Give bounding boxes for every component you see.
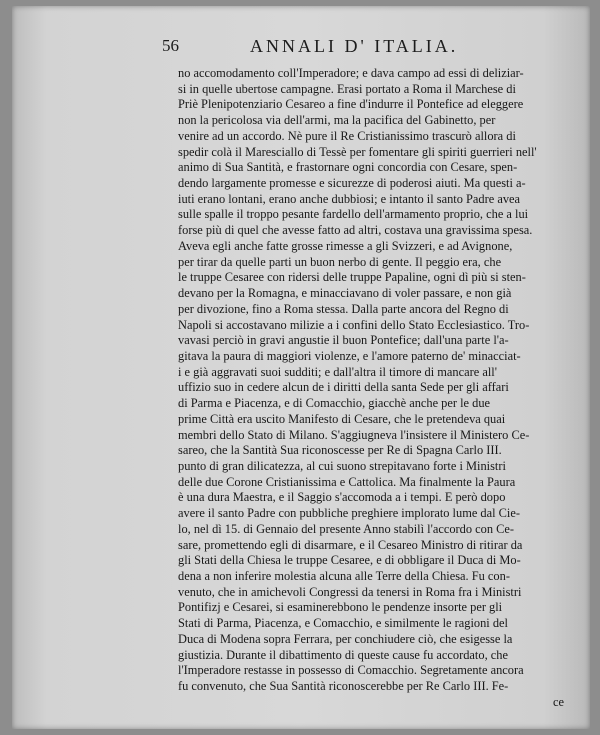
running-title: ANNALI D' ITALIA.	[250, 36, 459, 56]
text-line: Stati di Parma, Piacenza, e Comacchio, e similmente le ragioni del	[178, 616, 508, 631]
text-line: vavasi perciò in gravi angustie il buon Pontefice; dall'una parte l'a-	[178, 333, 509, 348]
text-line: di Parma e Piacenza, e di Comacchio, giacchè anche per le due	[178, 396, 491, 411]
text-line: no accomodamento coll'Imperadore; e dava campo ad essi di deliziar-	[178, 66, 524, 80]
catchword: ce	[553, 694, 564, 709]
text-line: sareo, che la Santità Sua riconoscesse per Re di Spagna Carlo III.	[178, 443, 502, 458]
text-line: è una dura Maestra, e il Saggio s'accomoda a i tempi. E però dopo	[178, 490, 506, 505]
text-line: gli Stati della Chiesa le truppe Cesaree, e di obbligare il Duca di Mo-	[178, 553, 521, 568]
text-line: Napoli si accostavano milizie a i confini dello Stato Ecclesiastico. Tro-	[178, 317, 530, 332]
text-line: dena a non inferire molestia alcuna alle Terre della Chiesa. Fu con-	[178, 569, 510, 583]
text-line: membri dello Stato di Milano. S'aggiugneva l'insistere il Ministero Ce-	[178, 427, 530, 442]
text-line: non la pericolosa via dell'armi, ma la pacifica del Gabinetto, per	[178, 113, 496, 128]
text-line: lo, nel dì 15. di Gennaio del presente Anno stabilì l'accordo con Ce-	[178, 521, 515, 536]
text-line: gitava la paura di maggiori violenze, e l'amore paterno de' minacciat-	[178, 348, 521, 363]
page-number: 56	[162, 36, 179, 55]
text-line: Priè Plenipotenziario Cesareo a fine d'indurre il Pontefice ad eleggere	[178, 97, 524, 112]
text-line: sulle spalle il troppo pesante fardello dell'armamento proprio, che a lui	[178, 207, 529, 222]
text-line: dendo largamente promesse e sicurezze di poderosi aiuti. Ma questi a-	[178, 176, 526, 191]
text-line: per divozione, fino a Roma stessa. Dalla parte ancora del Regno di	[178, 301, 509, 316]
text-line: prime Città era uscito Manifesto di Cesare, che le pretendeva quai	[178, 411, 506, 426]
page-header	[162, 36, 512, 60]
text-line: venuto, che in amichevoli Congressi da tenersi in Roma fra i Ministri	[178, 584, 522, 599]
text-line: i e già aggravati suoi sudditi; e dall'altra il timore di mancare all'	[178, 364, 497, 379]
text-line: le truppe Cesaree con ridersi delle truppe Papaline, ogni dì più si sten-	[178, 270, 526, 285]
text-line: per tirar da quelle parti un buon nerbo di gente. Il peggio era, che	[178, 254, 502, 269]
text-line: spedir colà il Maresciallo di Tessè per fomentare gli spiriti guerrieri nell'	[178, 144, 537, 159]
text-line: sare, promettendo egli di disarmare, e il Cesareo Ministro di ritirar da	[178, 537, 523, 552]
text-line: l'Imperadore restasse in possesso di Comacchio. Segretamente ancora	[178, 663, 524, 678]
text-line: giustizia. Durante il dibattimento di queste cause fu accordato, che	[178, 647, 508, 662]
text-line: forse più di quel che avesse fatto ad altri, costava una gravissima spesa.	[178, 223, 533, 238]
text-line: avere il santo Padre con pubbliche preghiere implorato lume dal Cie-	[178, 506, 521, 521]
text-line: venire ad un accordo. Nè pure il Re Cristianissimo trascurò allora di	[178, 128, 516, 143]
book-page	[12, 6, 590, 729]
text-line: uffizio suo in cedere alcun de i diritti della santa Sede per gli affari	[178, 380, 509, 395]
text-line: Duca di Modena sopra Ferrara, per conchiudere ciò, che esigesse la	[178, 631, 513, 646]
text-line: fu convenuto, che Sua Santità riconoscerebbe per Re Carlo III. Fe-	[178, 679, 509, 694]
text-line: Aveva egli anche fatte grosse rimesse a gli Svizzeri, e ad Avignone,	[178, 238, 513, 253]
text-line: Pontifizj e Cesarei, si esaminerebbono le pendenze insorte per gli	[178, 600, 503, 615]
text-line: devano per la Romagna, e minacciavano di voler passare, e non già	[178, 286, 512, 301]
text-line: delle due Corone Cristianissima e Cattolica. Ma finalmente la Paura	[178, 474, 516, 489]
text-line: punto di gran dilicatezza, al cui suono strepitavano forte i Ministri	[178, 458, 506, 473]
text-line: si in quelle ubertose campagne. Erasi portato a Roma il Marchese di	[178, 81, 516, 96]
text-line: animo di Sua Santità, e frastornare ogni concordia con Cesare, spen-	[178, 160, 518, 175]
text-line: iuti erano lontani, erano anche dubbiosi; e intanto il santo Padre avea	[178, 191, 521, 206]
body-text	[178, 66, 570, 710]
